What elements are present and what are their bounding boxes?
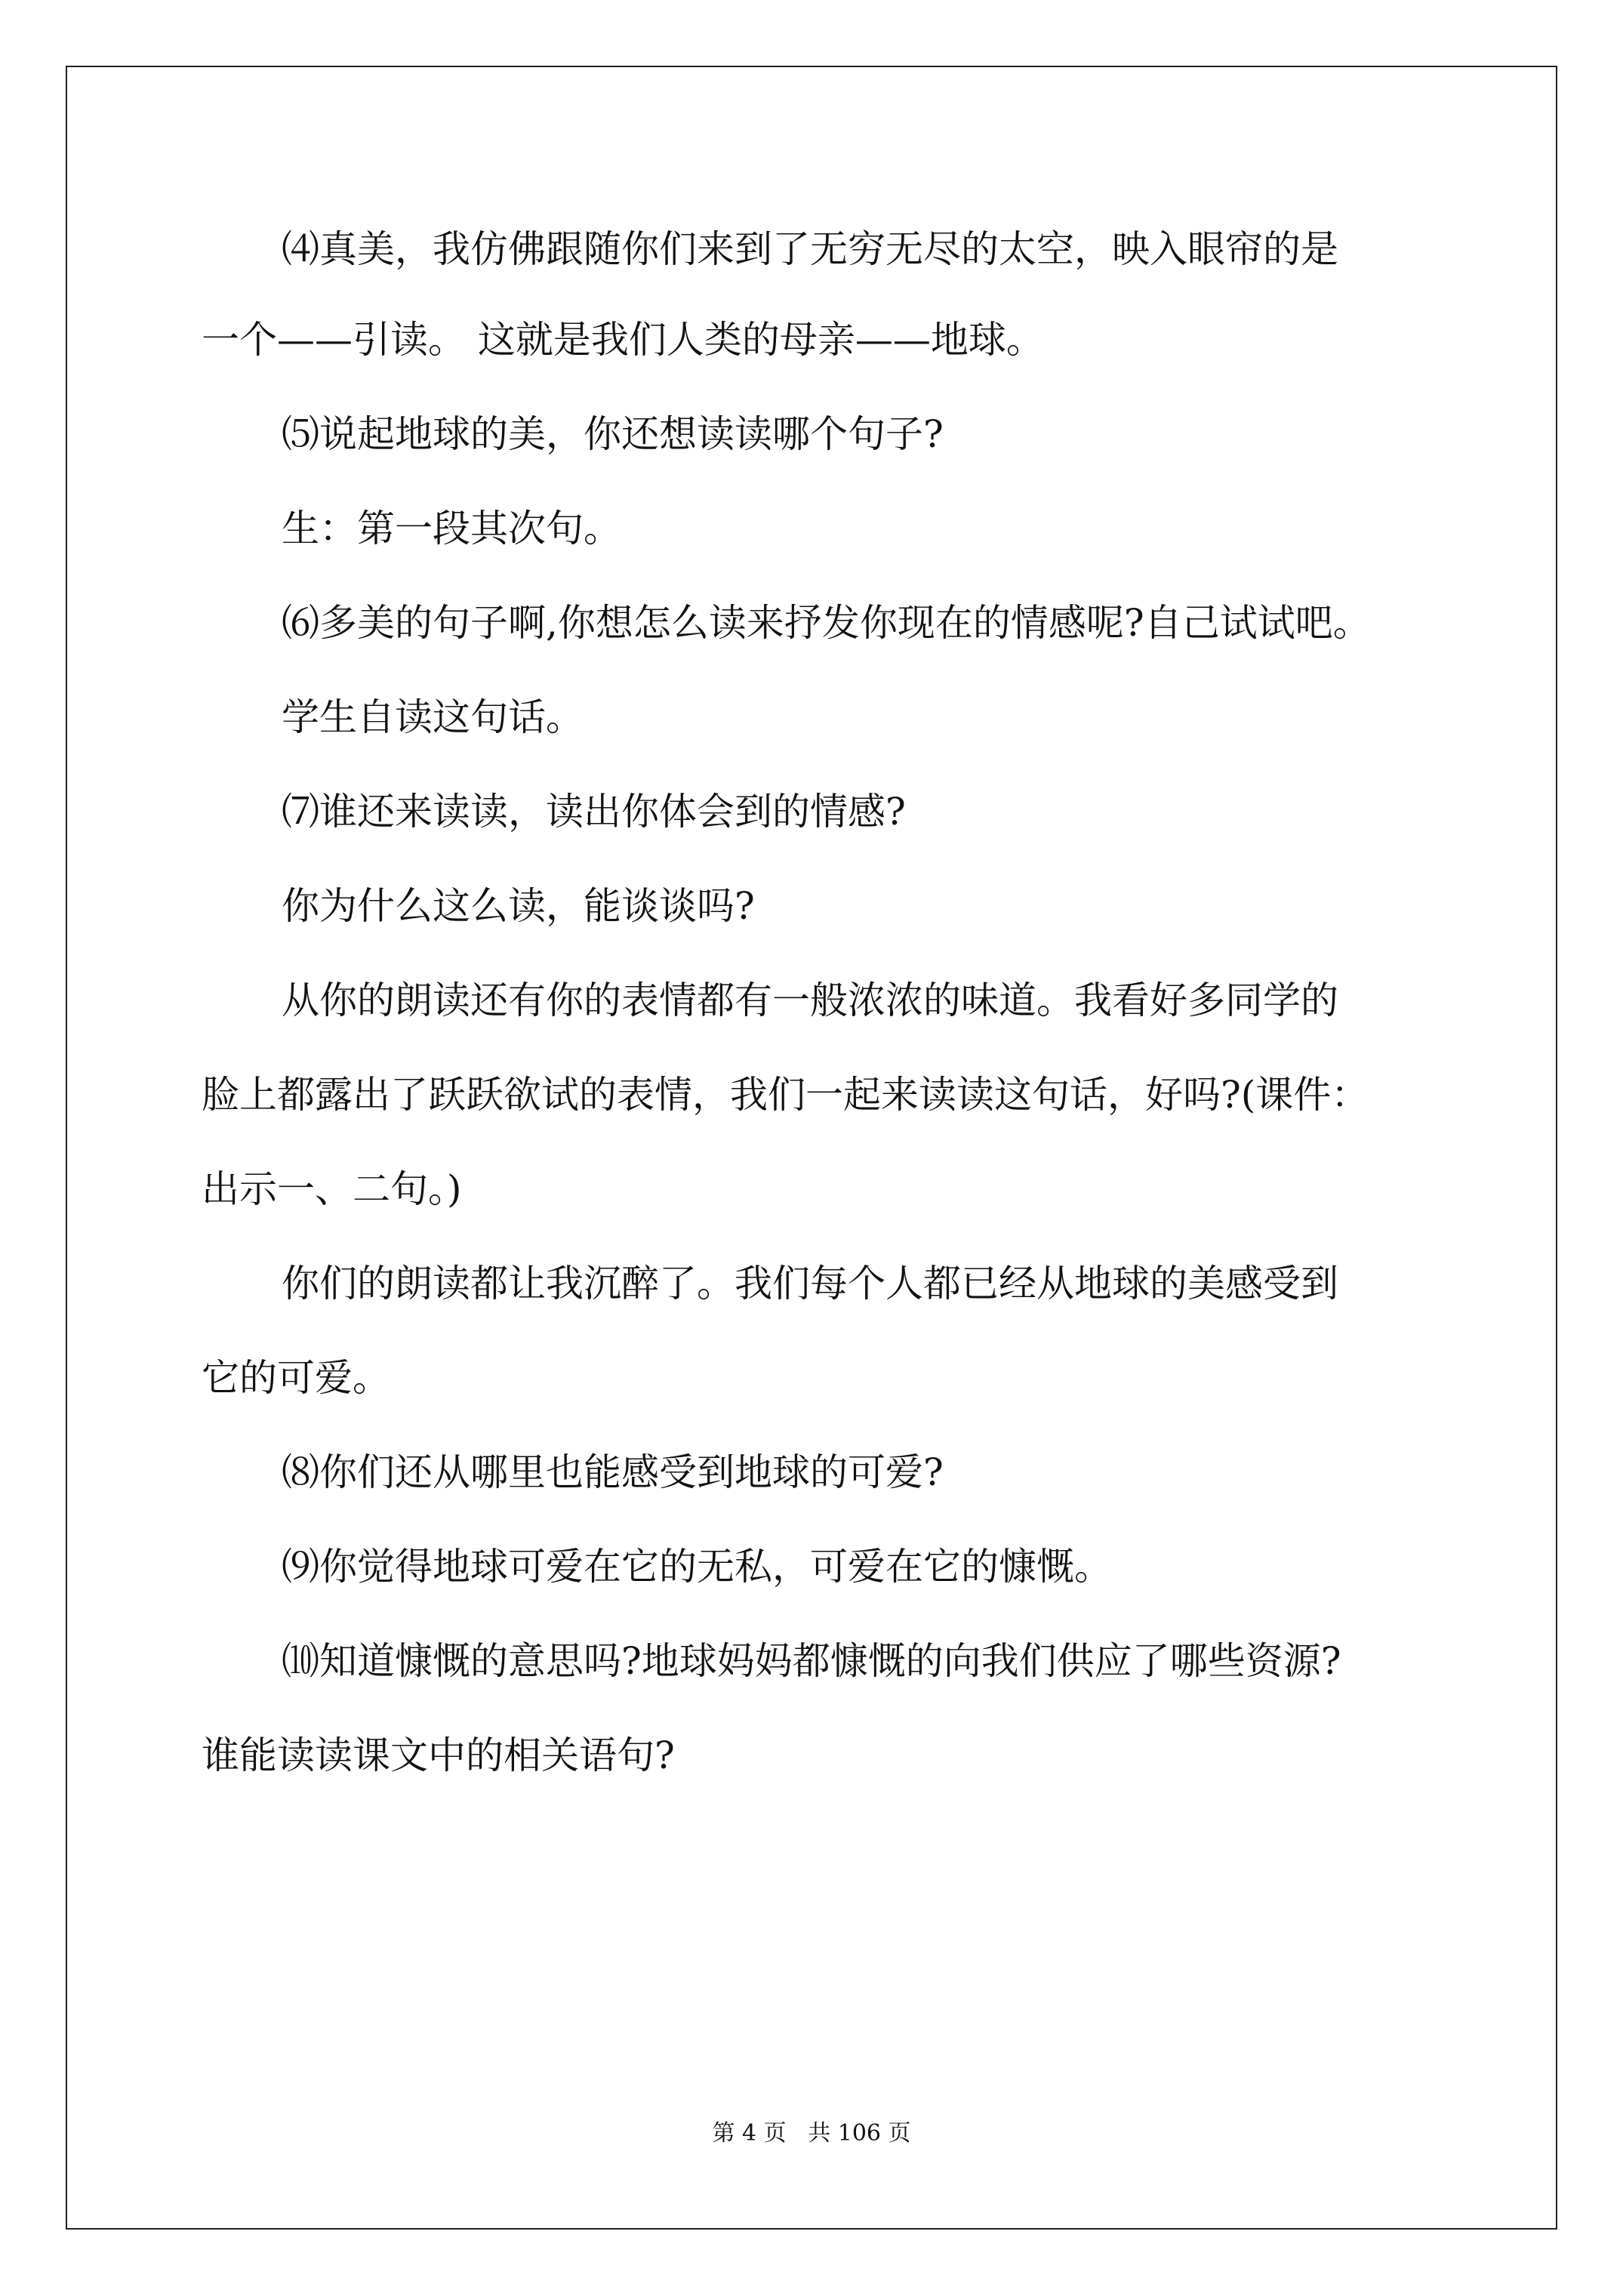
intoxicated-line-1: 你们的朗读都让我沉醉了。我们每个人都已经从地球的美感受到 (282, 1262, 1338, 1305)
paragraph-8: ⑻你们还从哪里也能感受到地球的可爱? (282, 1450, 944, 1494)
paragraph-10-line-2: 谁能读读课文中的相关语句? (202, 1734, 675, 1777)
reading-feedback-line-2: 脸上都露出了跃跃欲试的表情，我们一起来读读这句话，好吗?(课件： (202, 1073, 1369, 1117)
reading-feedback-line-1: 从你的朗读还有你的表情都有一般浓浓的味道。我看好多同学的 (282, 978, 1338, 1022)
student-answer: 生：第一段其次句。 (282, 507, 621, 550)
page-border (66, 66, 1557, 2230)
intoxicated-line-2: 它的可爱。 (202, 1356, 390, 1400)
paragraph-7: ⑺谁还来读读，读出你体会到的情感? (282, 790, 906, 834)
why-read-question: 你为什么这么读，能谈谈吗? (282, 884, 755, 928)
paragraph-10-line-1: ⑽知道慷慨的意思吗?地球妈妈都慷慨的向我们供应了哪些资源? (282, 1639, 1341, 1683)
paragraph-9: ⑼你觉得地球可爱在它的无私，可爱在它的慷慨。 (282, 1545, 1112, 1589)
paragraph-5: ⑸说起地球的美，你还想读读哪个句子? (282, 412, 944, 456)
paragraph-4-line-1: ⑷真美，我仿佛跟随你们来到了无穷无尽的太空，映入眼帘的是 (282, 227, 1338, 271)
paragraph-6: ⑹多美的句子啊,你想怎么读来抒发你现在的情感呢?自己试试吧。 (282, 601, 1371, 645)
reading-feedback-line-3: 出示一、二句。) (202, 1167, 462, 1211)
page-number-footer: 第 4 页 共 106 页 (712, 2120, 911, 2147)
paragraph-4-line-2: 一个——引读。 这就是我们人类的母亲——地球。 (202, 318, 1044, 362)
student-reads: 学生自读这句话。 (282, 695, 584, 739)
